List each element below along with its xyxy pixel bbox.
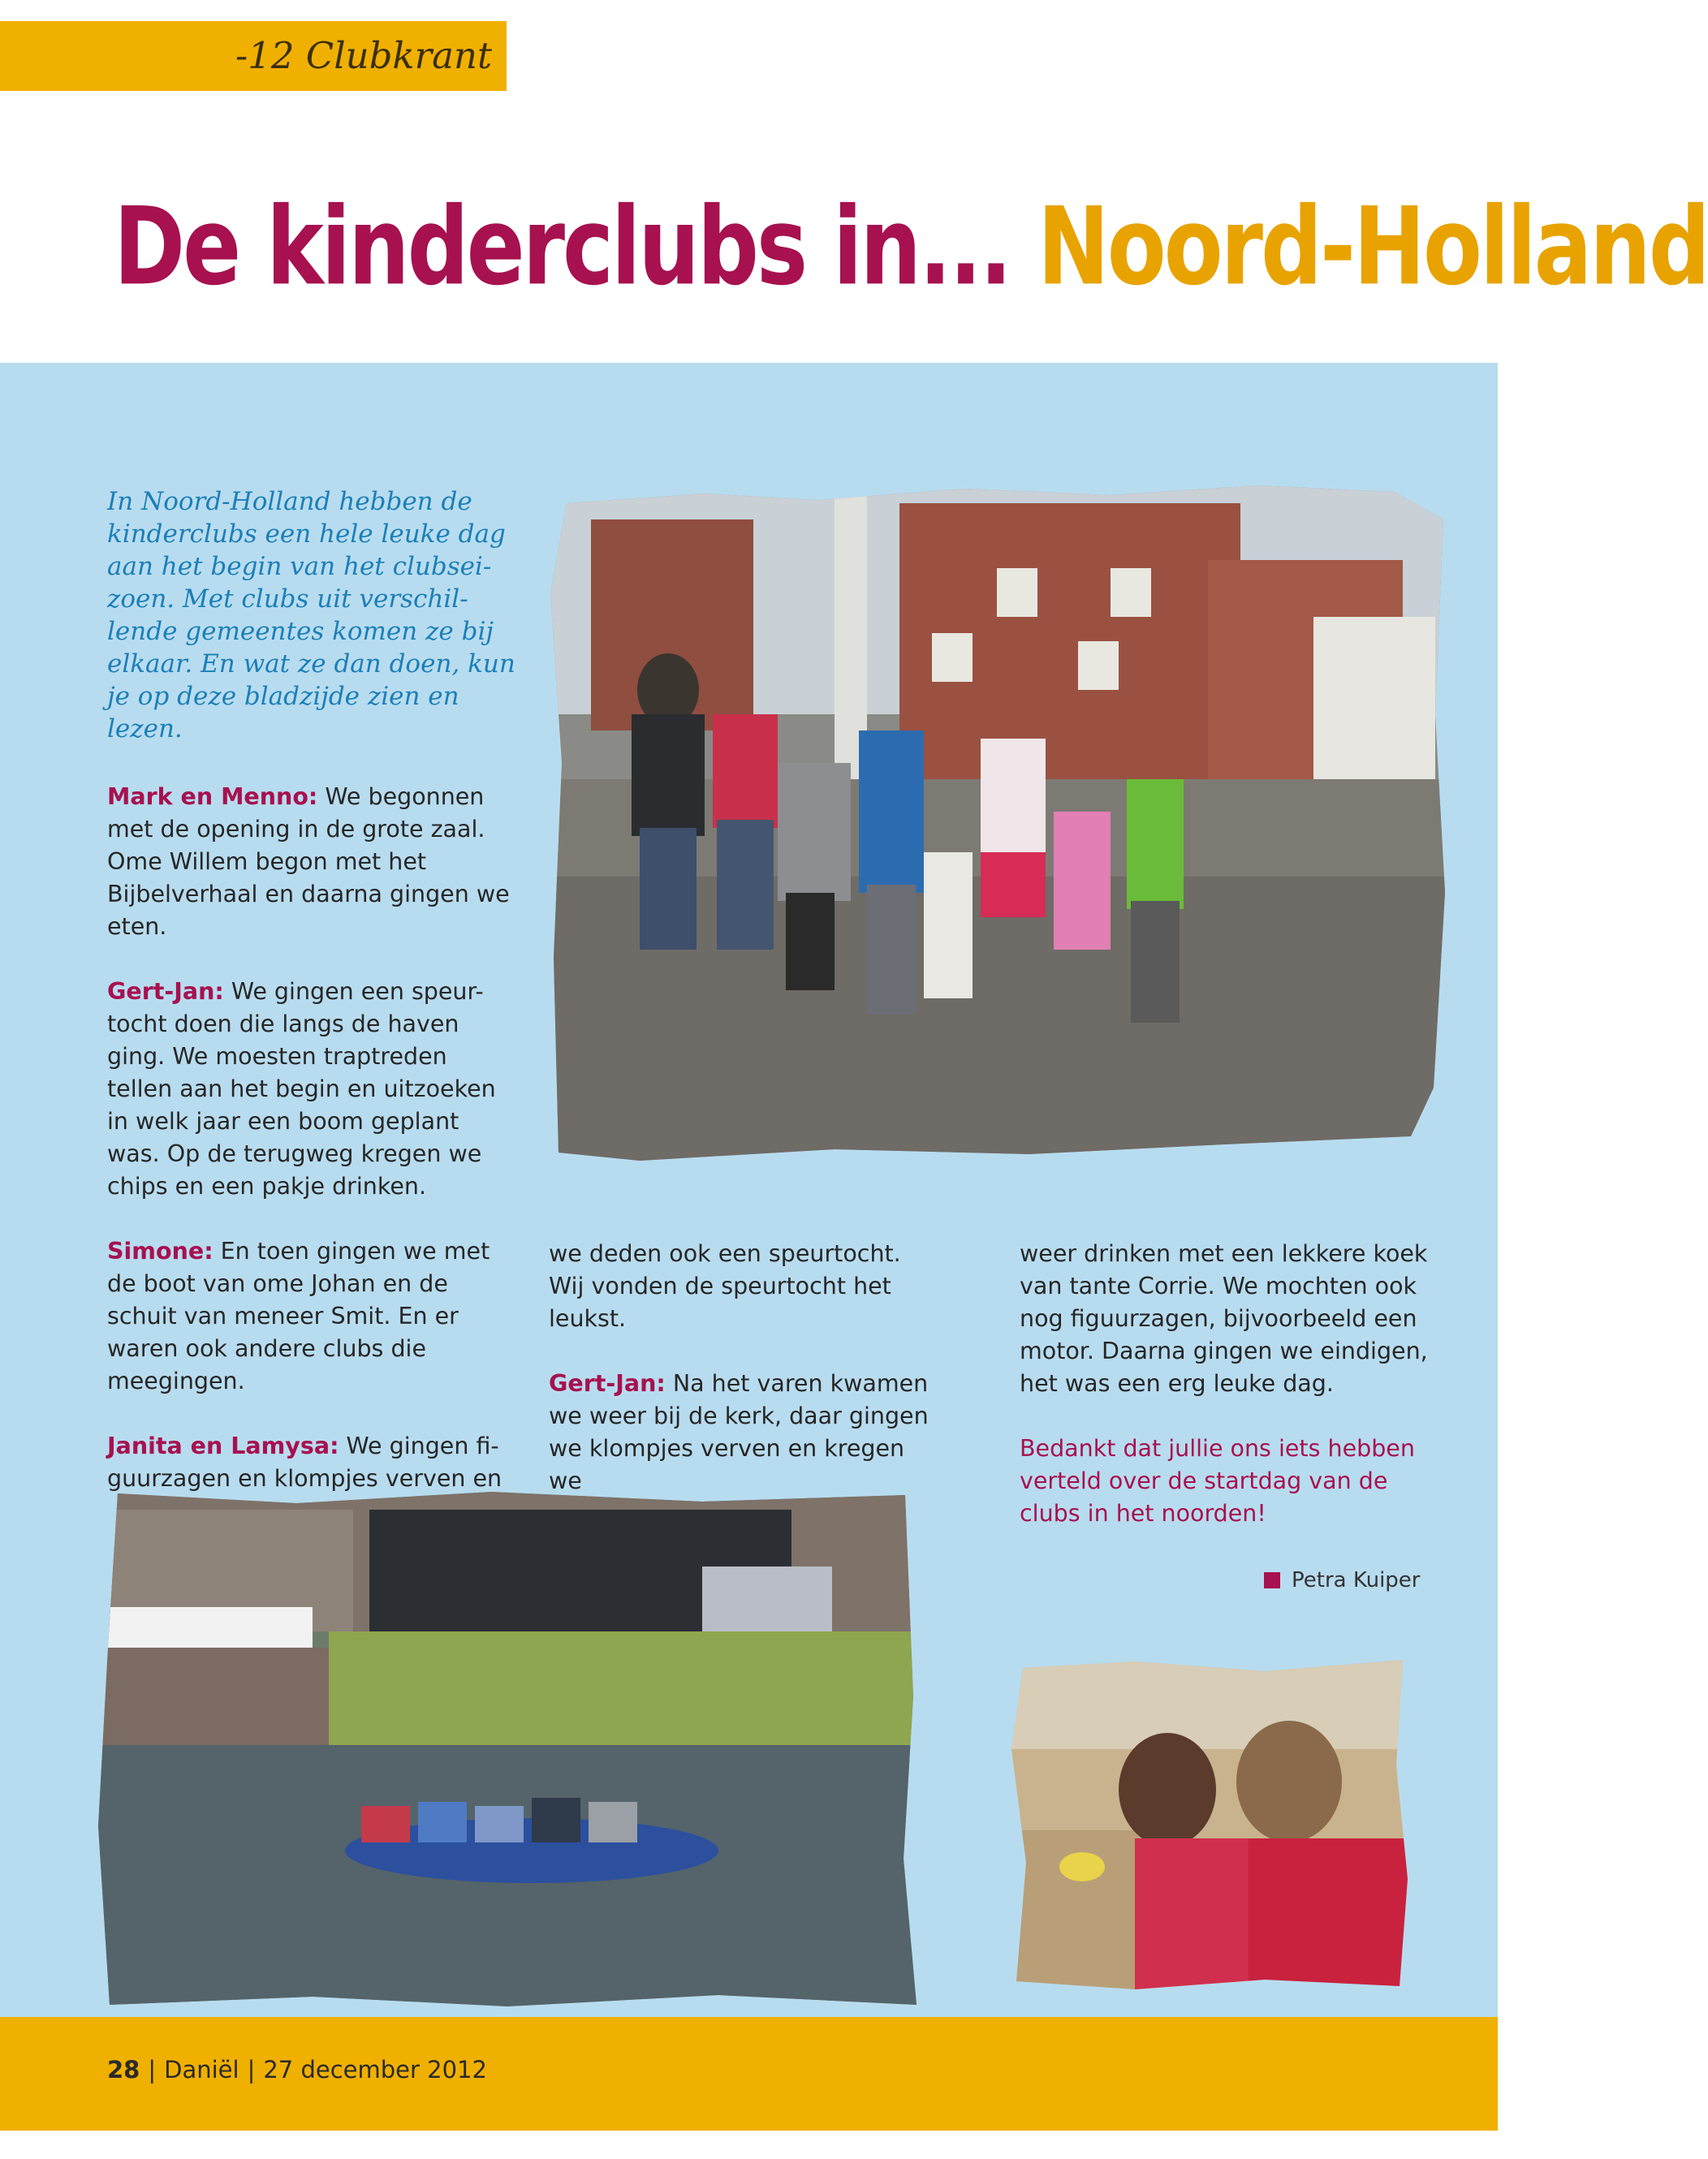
author-byline bbox=[1264, 1568, 1420, 1592]
paragraph-text: We begonnen met de opening in de grote zaal. Ome Willem begon met het Bijbelverhaal en daarna gingen we eten. bbox=[107, 783, 510, 940]
paragraph-text: We gingen een speur-tocht doen die langs de haven ging. We moesten traptreden tellen aan het begin en uitzoeken in welk jaar een boom geplant was. Op de terugweg kregen we chips en een pakje drinken. bbox=[107, 978, 496, 1200]
article-column-3 bbox=[1020, 1238, 1434, 1562]
author-name: Petra Kuiper bbox=[1292, 1568, 1421, 1592]
paragraph bbox=[1020, 1238, 1434, 1400]
speaker-name: Gert-Jan: bbox=[549, 1370, 666, 1397]
photo-children-at-bridge bbox=[542, 471, 1453, 1174]
photo-boat-trip bbox=[85, 1485, 921, 2013]
thanks-text: Bedankt dat jullie ons iets hebben verteld over de startdag van de clubs in het noorden! bbox=[1020, 1435, 1415, 1527]
magazine-name: Daniël bbox=[164, 2056, 239, 2084]
speaker-name: Mark en Menno: bbox=[107, 783, 318, 810]
section-tab bbox=[0, 21, 507, 91]
intro-text: In Noord-Holland hebben de kinderclubs een hele leuke dag aan het begin van het clubsei-zoen. Met clubs uit verschil-lende gemeentes komen ze bij elkaar. En wat ze dan doen, kun je op deze bladzijde zien en lezen. bbox=[107, 487, 515, 743]
page-title bbox=[114, 183, 1708, 312]
speaker-name: Simone: bbox=[107, 1238, 214, 1265]
paragraph-text: Na het varen kwamen we weer bij de kerk, daar gingen we klompjes verven en kregen we bbox=[549, 1370, 929, 1494]
paragraph bbox=[107, 976, 513, 1203]
paragraph bbox=[107, 781, 513, 943]
page-number: 28 bbox=[107, 2056, 140, 2084]
paragraph bbox=[549, 1238, 938, 1335]
photo-painting-clogs bbox=[1005, 1652, 1411, 1993]
section-tab-label: -12 Clubkrant bbox=[235, 34, 493, 77]
article-column-1 bbox=[107, 781, 513, 1528]
bullet-square-icon bbox=[1264, 1572, 1280, 1588]
paragraph-text: weer drinken met een lekkere koek van tante Corrie. We mochten ook nog figuurzagen, bijvoorbeeld een motor. Daarna gingen we eindigen, het was een erg leuke dag. bbox=[1020, 1240, 1428, 1397]
speaker-name: Janita en Lamysa: bbox=[107, 1433, 339, 1459]
paragraph-text: En toen gingen we met de boot van ome Johan en de schuit van meneer Smit. En er waren ook andere clubs die meegingen. bbox=[107, 1238, 490, 1394]
paragraph-text: we deden ook een speurtocht. Wij vonden de speurtocht het leukst. bbox=[549, 1240, 901, 1332]
title-part-2: Noord-Holland bbox=[1037, 183, 1708, 309]
issue-date: 27 december 2012 bbox=[263, 2056, 487, 2084]
paragraph bbox=[107, 1235, 513, 1398]
title-part-1: De kinderclubs in... bbox=[114, 183, 1010, 309]
page-footer: 28 | Daniël | 27 december 2012 bbox=[107, 2056, 487, 2084]
paragraph bbox=[549, 1368, 938, 1498]
speaker-name: Gert-Jan: bbox=[107, 978, 224, 1005]
paragraph-text: We gingen fi-guurzagen en klompjes verven en bbox=[107, 1433, 502, 1492]
